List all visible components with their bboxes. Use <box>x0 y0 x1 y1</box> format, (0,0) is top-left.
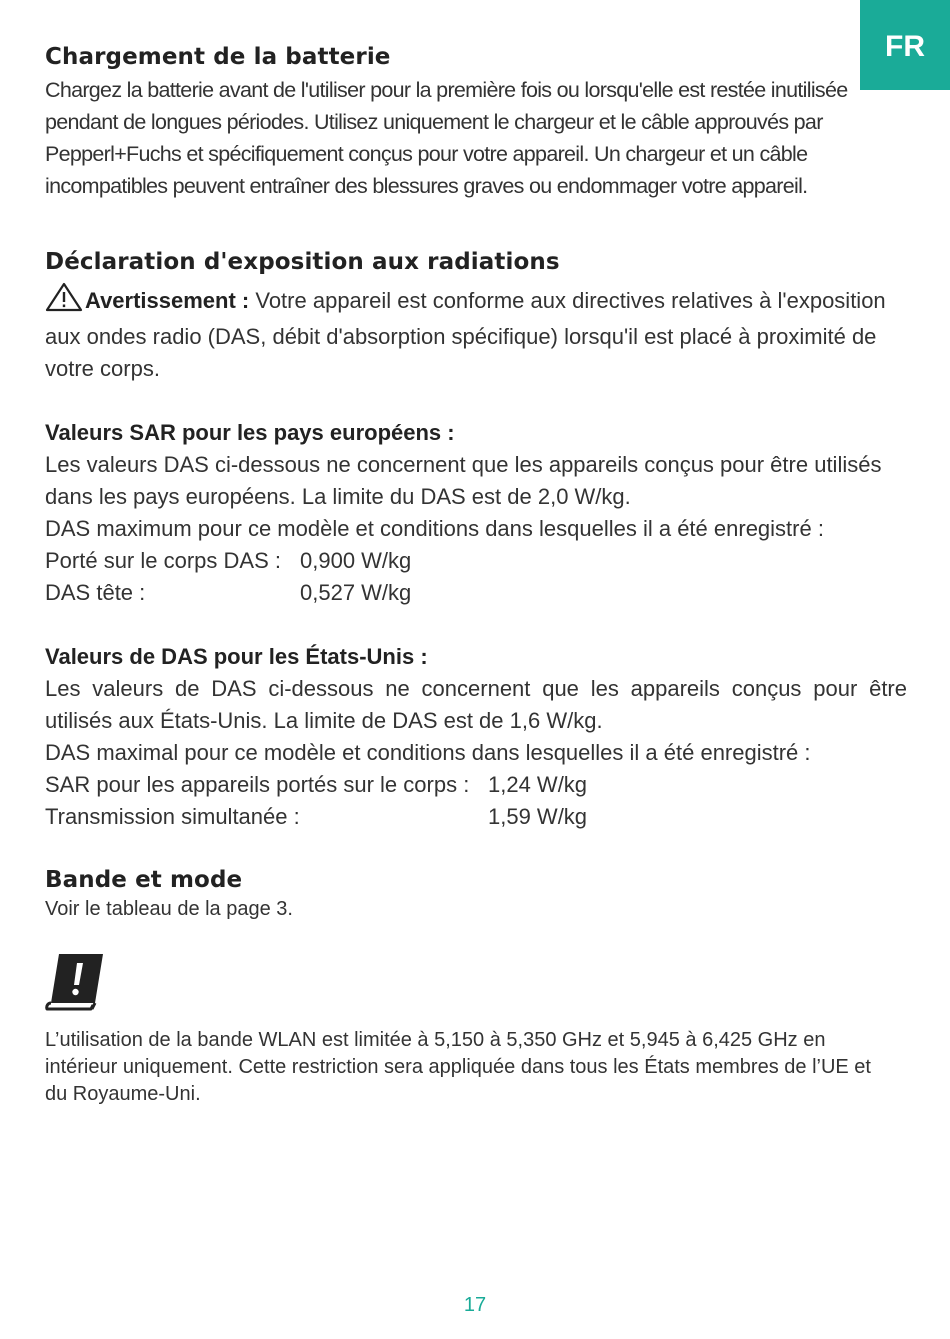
us-sar-heading: Valeurs de DAS pour les États-Unis : <box>45 644 428 669</box>
eu-sar-heading: Valeurs SAR pour les pays européens : <box>45 420 455 445</box>
eu-sar-row <box>45 545 907 577</box>
eu-sar-row-value: 0,527 W/kg <box>300 580 412 605</box>
battery-heading: Chargement de la batterie <box>45 44 391 70</box>
page-content <box>45 40 907 1108</box>
eu-sar-row <box>45 577 907 609</box>
us-sar-text: Les valeurs de DAS ci-dessous ne concernent que les appareils conçus pour être utilisés aux États-Unis. La limite de DAS est de 1,6 W/kg. <box>45 676 907 733</box>
eu-sar-section <box>45 417 907 609</box>
radiation-warning <box>45 282 907 385</box>
band-heading: Bande et mode <box>45 867 243 893</box>
band-text: Voir le tableau de la page 3. <box>45 898 293 920</box>
eu-sar-text: Les valeurs DAS ci-dessous ne concernent que les appareils conçus pour être utilisés dans les pays européens. La limite du DAS est de 2,0 W/kg. <box>45 452 882 509</box>
us-sar-max-text: DAS maximal pour ce modèle et conditions dans lesquelles il a été enregistré : <box>45 740 811 765</box>
eu-sar-max-text: DAS maximum pour ce modèle et conditions dans lesquelles il a été enregistré : <box>45 516 824 541</box>
page-number: 17 <box>463 1294 487 1316</box>
us-sar-row <box>45 769 907 801</box>
battery-section <box>45 40 907 202</box>
us-sar-row-label: Transmission simultanée : <box>45 804 300 829</box>
wlan-note: L’utilisation de la bande WLAN est limitée à 5,150 à 5,350 GHz et 5,945 à 6,425 GHz en intérieur uniquement. Cette restriction sera appliquée dans tous les États membres de l’UE et du Royaume-Uni. <box>45 1029 871 1105</box>
language-tab: FR <box>860 0 950 90</box>
manual-exclamation-icon <box>45 951 109 1013</box>
warning-triangle-icon <box>45 282 83 321</box>
radiation-heading: Déclaration d'exposition aux radiations <box>45 249 560 275</box>
eu-sar-row-label: Porté sur le corps DAS : <box>45 548 281 573</box>
us-sar-row <box>45 801 907 833</box>
eu-sar-row-value: 0,900 W/kg <box>300 548 412 573</box>
band-section <box>45 863 907 921</box>
radiation-section <box>45 246 907 385</box>
us-sar-section <box>45 641 907 833</box>
us-sar-row-value: 1,24 W/kg <box>488 772 588 797</box>
us-sar-row-value: 1,59 W/kg <box>488 804 588 829</box>
eu-sar-row-label: DAS tête : <box>45 580 146 605</box>
warning-label: Avertissement : <box>85 288 250 313</box>
us-sar-row-label: SAR pour les appareils portés sur le corps : <box>45 772 470 797</box>
battery-text: Chargez la batterie avant de l'utiliser pour la première fois ou lorsqu'elle est restée inutilisée pendant de longues périodes. Utilisez uniquement le chargeur et le câble approuvés par Pepperl+Fuchs et spécifiquement conçus pour votre appareil. Un chargeur et un câble incompatibles peuvent entraîner des blessures graves ou endommager votre appareil. <box>45 78 848 198</box>
warning-text: Votre appareil est conforme aux directives relatives à l'exposition aux ondes radio (DAS, débit d'absorption spécifique) lorsqu'il est placé à proximité de votre corps. <box>45 288 886 381</box>
